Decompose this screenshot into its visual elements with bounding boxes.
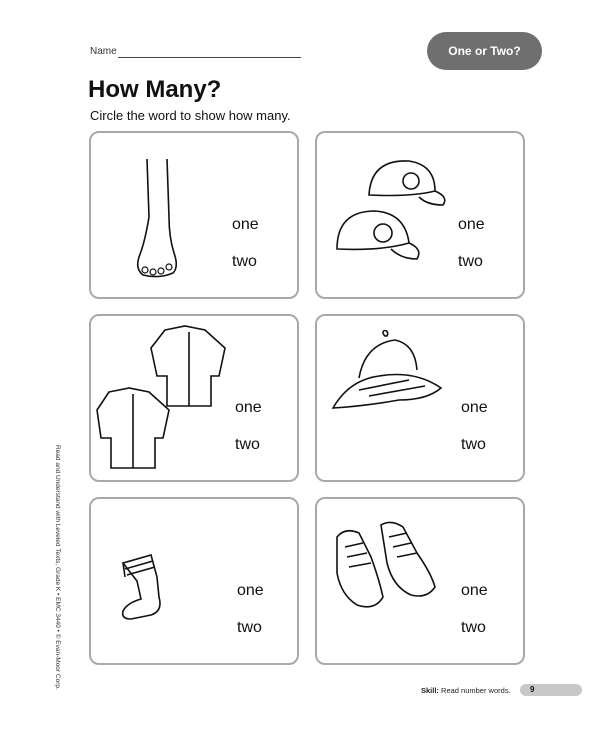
card-caps xyxy=(315,131,525,299)
option-two[interactable]: two xyxy=(461,436,486,453)
sock-icon xyxy=(121,553,181,623)
page-title: How Many? xyxy=(88,76,222,103)
option-two[interactable]: two xyxy=(235,436,260,453)
hat-icon xyxy=(329,330,447,420)
option-two[interactable]: two xyxy=(461,619,486,636)
option-two[interactable]: two xyxy=(232,253,257,270)
cap-icon xyxy=(331,151,451,279)
card-sneakers xyxy=(315,497,525,665)
skill-note xyxy=(421,686,511,695)
option-one[interactable]: one xyxy=(458,216,485,233)
sneaker-icon xyxy=(331,517,441,613)
card-hat xyxy=(315,314,525,482)
card-sock xyxy=(89,497,299,665)
option-one[interactable]: one xyxy=(461,399,488,416)
page-number: 9 xyxy=(530,685,535,694)
topic-badge: One or Two? xyxy=(427,32,542,70)
name-label: Name xyxy=(90,46,117,57)
skill-text: Read number words. xyxy=(441,686,511,695)
foot-icon xyxy=(129,157,189,281)
instruction-text: Circle the word to show how many. xyxy=(90,108,291,123)
skill-label: Skill: xyxy=(421,686,439,695)
option-one[interactable]: one xyxy=(232,216,259,233)
name-write-line[interactable] xyxy=(118,57,301,58)
jacket-icon xyxy=(95,322,235,472)
option-two[interactable]: two xyxy=(458,253,483,270)
option-one[interactable]: one xyxy=(461,582,488,599)
card-foot xyxy=(89,131,299,299)
copyright-credit: Read and Understand with Leveled Texts, Grade K • EMC 3440 • © Evan-Moor Corp. xyxy=(54,445,61,690)
option-one[interactable]: one xyxy=(237,582,264,599)
card-jackets xyxy=(89,314,299,482)
option-one[interactable]: one xyxy=(235,399,262,416)
option-two[interactable]: two xyxy=(237,619,262,636)
